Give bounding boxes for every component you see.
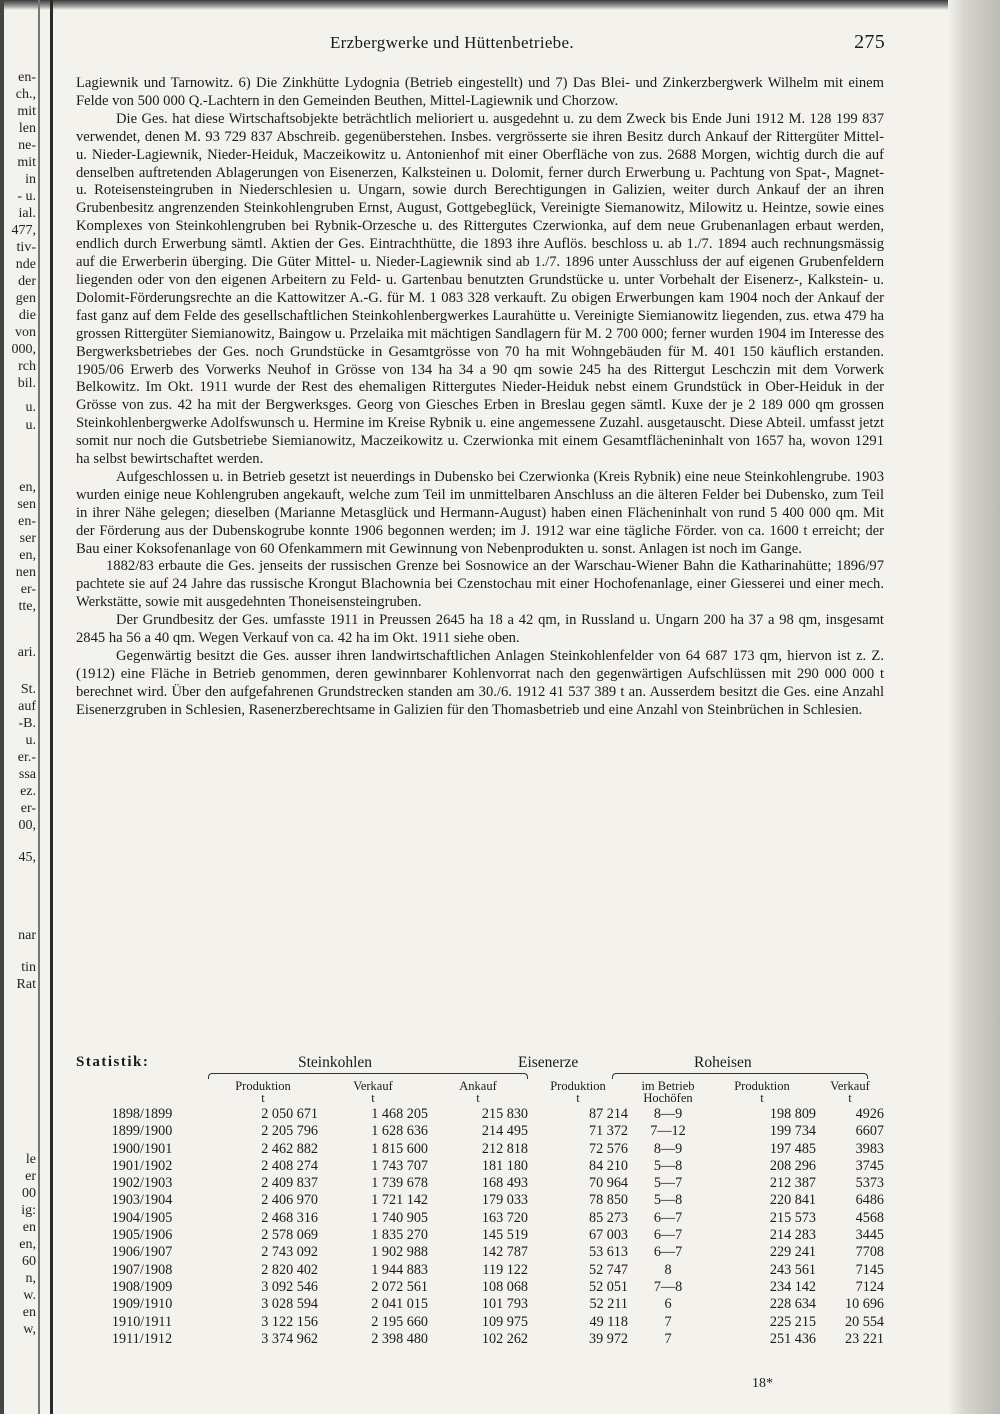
year-cell: 1901/1902: [111, 1157, 173, 1174]
value-cell: 52 051: [588, 1278, 628, 1295]
value-cell: 108 068: [481, 1278, 528, 1295]
page-fold-shadow: [38, 0, 40, 1414]
margin-fragment: rch: [18, 359, 36, 374]
value-cell: 5—8: [653, 1192, 683, 1209]
paragraph: 1882/83 erbaute die Ges. jenseits der russischen Grenze bei Sosnowice an der Warschau-Wiener Bahn die Katharinahütte; 1896/97 pachtete sie auf 24 Jahre das russische Krongut Blachownia bei Czenstochau mit einer Hochofenanlage, einer Giesserei und einer mech. Werkstätte, sowie mit ausgedehnten Thoneisensteingruben.: [76, 558, 884, 611]
value-cell: 2 398 480: [371, 1330, 428, 1347]
value-cell: 4926: [855, 1106, 884, 1122]
margin-fragment: u.: [25, 418, 36, 433]
table-row: [76, 1123, 884, 1140]
value-cell: 72 576: [588, 1140, 628, 1157]
value-cell: 2 195 660: [371, 1313, 428, 1330]
value-cell: 220 841: [769, 1192, 816, 1209]
group-eisenerze: Eisenerze: [518, 1054, 579, 1071]
paragraph: Die Ges. hat diese Wirtschaftsobjekte beträchtlich melioriert u. ausgedehnt u. zu dem Zweck bis Ende Juni 1912 M. 128 199 837 verwendet, denen M. 93 729 837 Abschreib. gegenüberstehen. Insbes. vergrösserte sie ihren Besitz durch Ankauf der Rittergüter Mittel- u. Nieder-Lagiewnik, Nieder-Heiduk, Maczeikowitz u. Antonienhof mit einer Oberfläche von zus. 2688 Morgen, wichtig durch die auf denselben auftretenden Ablagerungen von Eisenerzen, Kalksteinen u. Dolomit, ferner durch Erwerbung u. Pachtung von Spat-, Magnet- u. Roteisensteingruben in Niederschlesien u. Ungarn, sowie durch Berechtigungen in Galizien, weiter durch Ankauf der an ihren Grubenbesitz angrenzenden Steinkohlengruben Ernst, August, Gottgebeglück, Vereinigte Siemanowitz, Milowitz u. Heintze, sowie eines Komplexes von Steinkohlengruben bei Rybnik-Orzesche u. des Rittergutes Czerwionka, auf dem neue Grubenanlagen erbaut werden, endlich durch Erwerbung sämtl. Aktien der Ges. Eintrachthütte, die 1893 ihre Auflös. beschloss u. ab 1./7. 1894 auch rechnungsmässig auf die Erwerberin überging. Die Güter Mittel- u. Nieder-Lagiewnik sind ab 1./7. 1896 unter Ausschluss der auf eigenen Grubenfeldern liegenden oder von den eigenen Arbeitern zu Feld- u. Gartenbau benutzten Grundstücke u. unter Vorbehalt der Eisenerz-, Kalkstein- u. Dolomit-Förderungsrechte an die Kattowitzer A.-G. für M. 1 083 328 verkauft. Zu obigen Erwerbungen kam 1904 noch der Ankauf der fast ganz auf dem Felde des gesellschaftlichen Steinkohlenbergwerkes Laurahütte u. Vereinigte Siemianowitz liegenden, zus. etwa 479 ha grossen Rittergüter Siemianowitz, Baingow u. Przelaika mit mächtigen Sandlagern für M. 2 700 000; ferner wurden 1904 im Interesse des Bergwerksbetriebes der Ges. noch Grundstücke in Gesamtgrösse von 70 ha mit Wohngebäuden für M. 401 150 käuflich erstanden. 1905/06 Erwerb des Vorwerks Neuhof in Grösse von 134 ha 34 a 90 qm sowie 245 ha des Rittergut Leschczin mit dem Vorwerk Belkowitz. Im Okt. 1911 wurde der Rest des ehemaligen Rittergutes Nieder-Heiduk nebst einem Grundstück in Ober-Heiduk in der Grösse von zus. 42 ha mit der Bergwerksges. Georg von Giesches Erben in Breslau gegen sämtl. Kuxe der je 2 189 000 qm grossen Steinkohlenbergwerke Adolfswunsch u. Hermine im Kreise Rybnik u. eine angemessene Zuzahl. ausgetauscht. Diese Abteil. umfasst jetzt somit nur noch die Gutsbetriebe Siemianowitz, Maczeikowitz u. Czerwionka mit einem Gesamtflächeninhalt von 1657 ha, wovon 1291 ha selbst bewirtschaftet werden.: [76, 110, 884, 468]
group-steinkohlen: Steinkohlen: [298, 1054, 373, 1071]
margin-fragment: er.-: [17, 750, 36, 765]
value-cell: 102 262: [481, 1330, 528, 1347]
margin-fragment: en,: [19, 480, 36, 495]
margin-fragment: ari.: [17, 645, 36, 660]
margin-fragment: gen: [15, 291, 36, 306]
margin-fragment: nar: [18, 928, 36, 943]
margin-fragment: en: [22, 1305, 36, 1320]
value-cell: 1 628 636: [371, 1123, 428, 1140]
table-row: [76, 1175, 884, 1192]
value-cell: 20 554: [844, 1313, 884, 1330]
value-cell: 7708: [855, 1244, 884, 1261]
col-header: [428, 1080, 528, 1106]
value-cell: 229 241: [769, 1244, 816, 1261]
margin-fragment: en: [22, 1220, 36, 1235]
margin-fragment: 45,: [18, 850, 36, 865]
col-header-name: Produktion: [235, 1079, 291, 1093]
margin-fragment: mit: [17, 104, 36, 119]
year-cell: 1909/1910: [111, 1296, 173, 1313]
margin-fragment: mit: [17, 155, 36, 170]
value-cell: 85 273: [588, 1209, 628, 1226]
value-cell: 1 740 905: [371, 1209, 428, 1226]
value-cell: 3445: [855, 1227, 884, 1244]
value-cell: 212 818: [481, 1140, 528, 1157]
col-header: [628, 1080, 708, 1106]
margin-fragment: er-: [20, 801, 36, 816]
margin-fragment: tte,: [18, 599, 36, 614]
value-cell: 212 387: [769, 1175, 816, 1192]
value-cell: 179 033: [481, 1192, 528, 1209]
statistik-label: Statistik:: [76, 1054, 150, 1070]
value-cell: 3 374 962: [261, 1330, 318, 1347]
scan-edge-top: [0, 0, 1000, 10]
margin-fragment: bil.: [17, 376, 36, 391]
value-cell: 84 210: [588, 1157, 628, 1174]
col-header: [208, 1080, 318, 1106]
margin-fragment: der: [18, 274, 36, 289]
value-cell: 1 721 142: [371, 1192, 428, 1209]
value-cell: 10 696: [844, 1296, 884, 1313]
value-cell: 225 215: [769, 1313, 816, 1330]
value-cell: 6—7: [653, 1227, 683, 1244]
margin-fragment: en-: [18, 70, 36, 85]
value-cell: 119 122: [482, 1261, 528, 1278]
value-cell: 228 634: [769, 1296, 816, 1313]
value-cell: 181 180: [481, 1157, 528, 1174]
margin-fragment: w.: [23, 1288, 36, 1303]
table-row: [76, 1227, 884, 1244]
value-cell: 7124: [855, 1278, 884, 1295]
year-header: [76, 1080, 208, 1106]
year-cell: 1911/1912: [111, 1330, 173, 1347]
value-cell: 1 743 707: [371, 1157, 428, 1174]
margin-fragment: ser: [19, 531, 36, 546]
margin-fragment: sen: [17, 497, 36, 512]
margin-fragment: die: [18, 308, 36, 323]
margin-fragment: 00,: [18, 818, 36, 833]
value-cell: 197 485: [769, 1140, 816, 1157]
value-cell: 2 041 015: [371, 1296, 428, 1313]
value-cell: 2 578 069: [261, 1227, 318, 1244]
statistik-heading: [76, 1054, 884, 1080]
margin-fragment: ne-: [18, 138, 36, 153]
col-header-name: im Betrieb: [641, 1079, 695, 1093]
value-cell: 87 214: [588, 1106, 628, 1122]
header-title: Erzbergwerke und Hüttenbetriebe.: [330, 33, 574, 52]
value-cell: 39 972: [588, 1330, 628, 1347]
col-header-name: Verkauf: [830, 1079, 870, 1093]
table-row: [76, 1314, 884, 1331]
statistik-table: [76, 1080, 884, 1348]
value-cell: 5—7: [653, 1175, 683, 1192]
value-cell: 145 519: [481, 1227, 528, 1244]
running-header: [330, 33, 885, 53]
col-header-name: Produktion: [550, 1079, 606, 1093]
value-cell: 7—12: [650, 1123, 686, 1140]
margin-fragment: tin: [21, 960, 36, 975]
margin-fragment: 00: [22, 1186, 36, 1201]
value-cell: 8: [664, 1261, 672, 1278]
margin-fragment: w,: [23, 1322, 36, 1337]
value-cell: 2 408 274: [261, 1157, 318, 1174]
col-header-unit: t: [371, 1091, 375, 1105]
value-cell: 215 830: [481, 1106, 528, 1122]
page-fold: [50, 0, 53, 1414]
col-header-name: Verkauf: [353, 1079, 393, 1093]
margin-fragment: Rat: [16, 977, 36, 992]
value-cell: 23 221: [844, 1330, 884, 1347]
year-cell: 1905/1906: [111, 1227, 173, 1244]
margin-fragment: ig:: [21, 1203, 36, 1218]
table-header-row: [76, 1080, 884, 1106]
col-header-unit: t: [261, 1091, 265, 1105]
value-cell: 234 142: [769, 1278, 816, 1295]
value-cell: 208 296: [769, 1157, 816, 1174]
margin-fragment: 000,: [11, 342, 36, 357]
table-row: [76, 1331, 884, 1348]
value-cell: 198 809: [769, 1106, 816, 1122]
margin-fragment: nde: [15, 257, 36, 272]
year-cell: 1903/1904: [111, 1192, 173, 1209]
margin-fragment: ch.,: [15, 87, 36, 102]
col-header-name: Ankauf: [459, 1079, 497, 1093]
value-cell: 2 406 970: [261, 1192, 318, 1209]
value-cell: 199 734: [769, 1123, 816, 1140]
value-cell: 6—7: [653, 1209, 683, 1226]
signature-mark: 18*: [752, 1376, 773, 1391]
paragraph: Aufgeschlossen u. in Betrieb gesetzt ist neuerdings in Dubensko bei Czerwionka (Kreis Rybnik) eine neue Steinkohlengrube. 1903 wurden einige neue Kohlengruben angekauft, welche zum Teil im unmittelbaren Anschluss an die älteren Felder bei Dubensko, zum Teil in ihrer Nähe gelegen; dieselben (Marianne Metasglück und Hermann-August) haben einen Flächeninhalt von rund 5 400 000 qm. Mit der Förderung aus der Dubenskogrube konnte 1906 begonnen werden; im J. 1912 war eine tägliche Förder. von ca. 1600 t erreicht; der Bau einer Koksofenanlage von 60 Ofenkammern mit Gewinnung von Nebenprodukten u. sonst. Anlagen ist noch im Gange.: [76, 468, 884, 557]
margin-fragment: en,: [19, 548, 36, 563]
value-cell: 2 820 402: [261, 1261, 318, 1278]
year-cell: 1900/1901: [111, 1140, 173, 1157]
year-cell: 1904/1905: [111, 1209, 173, 1226]
margin-fragment: er: [25, 1169, 36, 1184]
value-cell: 214 495: [481, 1123, 528, 1140]
year-cell: 1899/1900: [111, 1123, 173, 1140]
value-cell: 168 493: [481, 1175, 528, 1192]
table-row: [76, 1106, 884, 1123]
value-cell: 215 573: [769, 1209, 816, 1226]
margin-fragment: -B.: [18, 716, 36, 731]
table-row: [76, 1279, 884, 1296]
value-cell: 52 211: [589, 1296, 628, 1313]
table-row: [76, 1192, 884, 1209]
value-cell: 53 613: [588, 1244, 628, 1261]
scan-edge-right: [948, 0, 1000, 1414]
table-row: [76, 1244, 884, 1261]
value-cell: 1 835 270: [371, 1227, 428, 1244]
year-cell: 1907/1908: [111, 1261, 173, 1278]
body-text: [76, 75, 884, 720]
value-cell: 6607: [855, 1123, 884, 1140]
value-cell: 5373: [855, 1175, 884, 1192]
value-cell: 2 205 796: [261, 1123, 318, 1140]
margin-fragment: en,: [19, 1237, 36, 1252]
col-header: [708, 1080, 816, 1106]
value-cell: 2 050 671: [261, 1106, 318, 1122]
value-cell: 3745: [855, 1157, 884, 1174]
col-header-unit: t: [760, 1091, 764, 1105]
col-header: [816, 1080, 884, 1106]
margin-fragment: ssa: [18, 767, 36, 782]
margin-fragment: er-: [20, 582, 36, 597]
value-cell: 6—7: [653, 1244, 683, 1261]
margin-fragment: nen: [15, 565, 36, 580]
paragraph: Gegenwärtig besitzt die Ges. ausser ihren landwirtschaftlichen Anlagen Steinkohlenfelder von 64 687 173 qm, hiervon ist z. Z. (1912) eine Fläche in Betrieb genommen, deren gewinnbarer Kohlenvorrat nach den gegenwärtigen Aufschlüssen mit 290 000 000 t berechnet wird. Über den aufgefahrenen Grundstrecken standen am 30./6. 1912 41 537 389 t an. Ausserdem besitzt die Ges. eine Anzahl Eisenerzgruben in Schlesien, Rasenerzberechtsame in Galizien für den Thomasbetrieb und eine Anzahl von Steinbrüchen in Schlesien.: [76, 648, 884, 718]
value-cell: 163 720: [481, 1209, 528, 1226]
margin-fragment: in: [25, 172, 36, 187]
value-cell: 8—9: [653, 1106, 683, 1122]
value-cell: 3 122 156: [261, 1313, 318, 1330]
value-cell: 3 092 546: [261, 1278, 318, 1295]
col-header-unit: t: [576, 1091, 580, 1105]
margin-fragment: len: [18, 121, 36, 136]
value-cell: 1 468 205: [371, 1106, 428, 1122]
value-cell: 52 747: [588, 1261, 628, 1278]
value-cell: 1 944 883: [371, 1261, 428, 1278]
margin-fragment: ez.: [20, 784, 36, 799]
value-cell: 1 902 988: [371, 1244, 428, 1261]
value-cell: 3983: [855, 1140, 884, 1157]
margin-fragment: u.: [25, 400, 36, 415]
value-cell: 70 964: [588, 1175, 628, 1192]
margin-fragment: tiv-: [16, 240, 36, 255]
margin-fragment: ial.: [18, 206, 36, 221]
year-cell: 1902/1903: [111, 1175, 173, 1192]
value-cell: 2 743 092: [261, 1244, 318, 1261]
value-cell: 7—8: [653, 1278, 683, 1295]
year-cell: 1910/1911: [111, 1313, 173, 1330]
value-cell: 1 815 600: [371, 1140, 428, 1157]
value-cell: 109 975: [481, 1313, 528, 1330]
value-cell: 101 793: [481, 1296, 528, 1313]
paragraph: Lagiewnik und Tarnowitz. 6) Die Zinkhütte Lydognia (Betrieb eingestellt) und 7) Das Blei- und Zinkerzbergwerk Wilhelm mit einem Felde von 500 000 Q.-Lachtern in den Gemeinden Beuthen, Mittel-Lagiewnik und Chorzow.: [76, 75, 884, 109]
year-cell: 1906/1907: [111, 1244, 173, 1261]
year-cell: 1908/1909: [111, 1278, 173, 1295]
col-header-unit: t: [476, 1091, 480, 1105]
margin-fragment: auf: [18, 699, 36, 714]
value-cell: 78 850: [588, 1192, 628, 1209]
margin-fragment: u.: [25, 733, 36, 748]
table-row: [76, 1158, 884, 1175]
margin-fragment: n,: [25, 1271, 36, 1286]
page-number: 275: [854, 31, 885, 53]
table-body: [76, 1106, 884, 1348]
table-row: [76, 1210, 884, 1227]
margin-fragment: von: [15, 325, 36, 340]
value-cell: 3 028 594: [261, 1296, 318, 1313]
value-cell: 71 372: [588, 1123, 628, 1140]
paragraph: Der Grundbesitz der Ges. umfasste 1911 in Preussen 2645 ha 18 a 42 qm, in Russland u. Ungarn 200 ha 37 a 98 qm, insgesamt 2845 ha 56 a 40 qm. Wegen Verkauf von ca. 42 ha im Okt. 1911 siehe oben.: [76, 612, 884, 647]
margin-fragment: - u.: [17, 189, 36, 204]
value-cell: 251 436: [769, 1330, 816, 1347]
table-row: [76, 1262, 884, 1279]
value-cell: 2 409 837: [261, 1175, 318, 1192]
value-cell: 8—9: [653, 1140, 683, 1157]
col-header-unit: t: [848, 1091, 852, 1105]
value-cell: 67 003: [588, 1227, 628, 1244]
value-cell: 142 787: [481, 1244, 528, 1261]
margin-fragment: le: [25, 1152, 36, 1167]
col-header-name: Produktion: [734, 1079, 790, 1093]
value-cell: 7145: [855, 1261, 884, 1278]
value-cell: 2 468 316: [261, 1209, 318, 1226]
value-cell: 49 118: [589, 1313, 628, 1330]
value-cell: 7: [664, 1330, 672, 1347]
table-row: [76, 1141, 884, 1158]
margin-fragment: St.: [20, 682, 36, 697]
value-cell: 2 462 882: [261, 1140, 318, 1157]
group-roheisen: Roheisen: [694, 1054, 752, 1071]
margin-fragment: en-: [18, 514, 36, 529]
scan-edge-left: [0, 0, 4, 1414]
value-cell: 5—8: [653, 1157, 683, 1174]
margin-fragment: 477,: [11, 223, 36, 238]
col-header-unit: Hochöfen: [643, 1091, 693, 1105]
value-cell: 1 739 678: [371, 1175, 428, 1192]
value-cell: 214 283: [769, 1227, 816, 1244]
value-cell: 6: [664, 1296, 672, 1313]
value-cell: 7: [664, 1313, 672, 1330]
value-cell: 2 072 561: [371, 1278, 428, 1295]
col-header: [318, 1080, 428, 1106]
value-cell: 4568: [855, 1209, 884, 1226]
value-cell: 243 561: [769, 1261, 816, 1278]
table-row: [76, 1296, 884, 1313]
year-cell: 1898/1899: [111, 1106, 173, 1122]
margin-fragment: 60: [22, 1254, 36, 1269]
col-header: [528, 1080, 628, 1106]
value-cell: 6486: [855, 1192, 884, 1209]
